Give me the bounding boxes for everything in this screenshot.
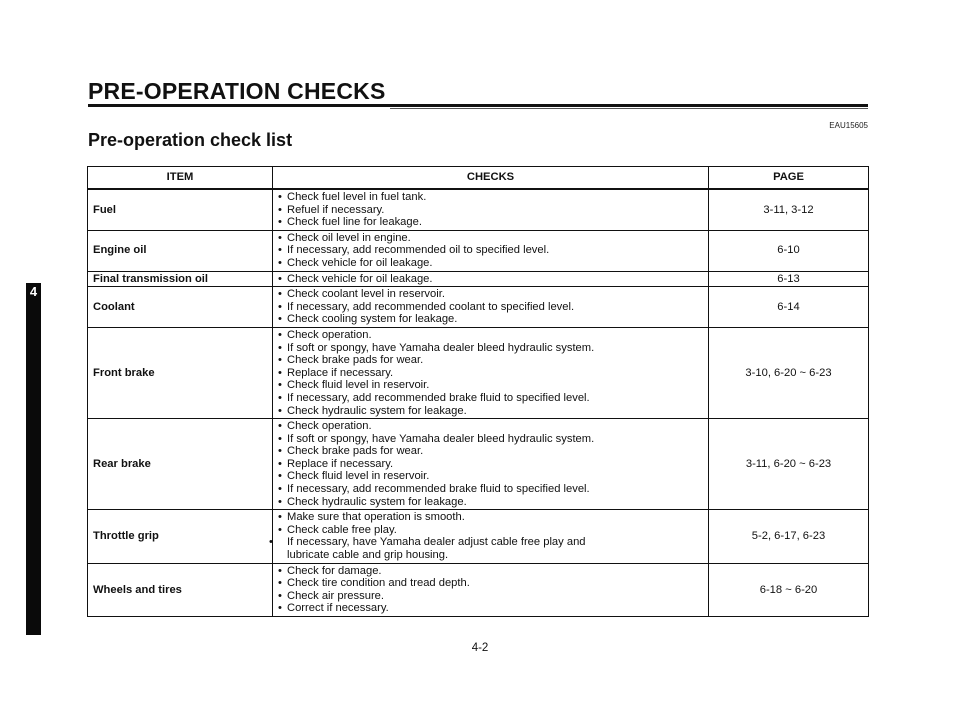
item-cell: Wheels and tires <box>88 563 273 616</box>
item-cell: Throttle grip <box>88 510 273 563</box>
table-body <box>88 189 869 617</box>
table-row <box>88 287 869 328</box>
check-item <box>278 458 703 471</box>
title-rule <box>88 104 868 107</box>
checks-cell <box>269 510 709 563</box>
checks-cell <box>273 563 709 616</box>
check-text: Replace if necessary. <box>287 457 394 470</box>
check-item <box>278 496 703 509</box>
check-text: Check brake pads for wear. <box>287 445 424 458</box>
check-text: Check coolant level in reservoir. <box>287 288 445 301</box>
check-text: Check air pressure. <box>287 589 384 602</box>
item-cell: Fuel <box>88 189 273 230</box>
check-item <box>269 536 607 562</box>
table-header-row <box>88 167 869 190</box>
item-cell: Front brake <box>88 327 273 418</box>
check-text: Check for damage. <box>287 564 382 577</box>
check-text: If necessary, add recommended brake fluid to specified level. <box>287 483 590 496</box>
bullet-icon: • <box>278 404 282 417</box>
bullet-icon: • <box>278 191 282 203</box>
item-cell: Engine oil <box>88 230 273 271</box>
bullet-icon: • <box>278 366 282 379</box>
page-cell: 5-2, 6-17, 6-23 <box>709 510 869 563</box>
page-cell: 3-10, 6-20 ~ 6-23 <box>709 327 869 418</box>
page-cell: 3-11, 6-20 ~ 6-23 <box>709 419 869 510</box>
bullet-icon: • <box>278 256 282 269</box>
bullet-icon: • <box>278 244 282 257</box>
check-item <box>278 216 703 229</box>
check-item <box>278 433 703 446</box>
check-item <box>278 511 703 524</box>
check-text: If necessary, add recommended coolant to specified level. <box>287 300 575 313</box>
bullet-icon: • <box>278 272 282 285</box>
checks-cell <box>273 419 709 510</box>
column-header-checks: CHECKS <box>273 167 709 190</box>
checks-cell <box>273 287 709 328</box>
bullet-icon: • <box>278 391 282 404</box>
check-text: If necessary, add recommended brake fluid to specified level. <box>287 391 590 404</box>
bullet-icon: • <box>278 379 282 392</box>
chapter-tab <box>26 283 41 635</box>
check-text: Replace if necessary. <box>287 366 394 379</box>
check-item <box>278 301 703 314</box>
check-text: If necessary, have Yamaha dealer adjust cable free play and lubricate cable and grip housing. <box>287 536 586 562</box>
check-text: If soft or spongy, have Yamaha dealer bleed hydraulic system. <box>287 341 595 354</box>
check-text: If soft or spongy, have Yamaha dealer bleed hydraulic system. <box>287 432 595 445</box>
bullet-icon: • <box>278 420 282 433</box>
check-text: Check fluid level in reservoir. <box>287 379 430 392</box>
check-item <box>278 367 703 380</box>
check-text: Make sure that operation is smooth. <box>287 511 465 524</box>
check-item <box>278 470 703 483</box>
bullet-icon: • <box>278 231 282 244</box>
bullet-icon: • <box>278 328 282 341</box>
check-item <box>278 565 703 578</box>
checks-cell <box>273 230 709 271</box>
check-text: Check hydraulic system for leakage. <box>287 495 467 508</box>
check-text: Check tire condition and tread depth. <box>287 577 470 590</box>
document-code: EAU15605 <box>829 121 868 130</box>
check-item <box>278 420 703 433</box>
check-item <box>278 590 703 603</box>
item-cell: Coolant <box>88 287 273 328</box>
bullet-icon: • <box>278 483 282 496</box>
bullet-icon: • <box>278 457 282 470</box>
page-number: 4-2 <box>471 642 489 654</box>
check-text: Check fuel level in fuel tank. <box>287 191 427 203</box>
checks-cell <box>273 327 709 418</box>
checks-cell <box>273 189 709 230</box>
check-item <box>278 483 703 496</box>
check-text: Check operation. <box>287 328 372 341</box>
bullet-icon: • <box>278 203 282 216</box>
sub-title: Pre-operation check list <box>88 130 293 150</box>
check-item <box>278 329 703 342</box>
check-item <box>278 288 703 301</box>
check-item <box>278 204 703 217</box>
bullet-icon: • <box>278 602 282 615</box>
page-cell: 6-13 <box>709 271 869 287</box>
check-text: Check vehicle for oil leakage. <box>287 272 433 285</box>
section-title: PRE-OPERATION CHECKS <box>88 78 386 104</box>
checks-cell <box>273 271 709 287</box>
check-item <box>278 313 703 326</box>
check-text: Check operation. <box>287 420 372 433</box>
bullet-icon: • <box>278 577 282 590</box>
bullet-icon: • <box>278 432 282 445</box>
item-cell: Final transmission oil <box>88 271 273 287</box>
table-row <box>88 510 869 563</box>
bullet-icon: • <box>278 288 282 301</box>
item-cell: Rear brake <box>88 419 273 510</box>
check-item <box>278 524 703 537</box>
bullet-icon: • <box>278 313 282 326</box>
chapter-number: 4 <box>29 284 38 299</box>
table-row <box>88 189 869 230</box>
check-text: Check cable free play. <box>287 523 397 536</box>
check-item <box>278 379 703 392</box>
check-text: Check oil level in engine. <box>287 231 411 244</box>
page-cell: 6-10 <box>709 230 869 271</box>
column-header-page: PAGE <box>709 167 869 190</box>
bullet-icon: • <box>278 470 282 483</box>
check-table <box>87 166 869 617</box>
check-item <box>278 273 703 286</box>
check-item <box>278 577 703 590</box>
check-item <box>278 232 703 245</box>
table-row <box>88 327 869 418</box>
bullet-icon: • <box>278 495 282 508</box>
check-text: Check fluid level in reservoir. <box>287 470 430 483</box>
check-item <box>278 354 703 367</box>
page-cell: 6-14 <box>709 287 869 328</box>
check-item <box>278 191 703 204</box>
check-item <box>278 257 703 270</box>
check-item <box>278 342 703 355</box>
title-rule-thin <box>390 108 868 109</box>
table-row <box>88 419 869 510</box>
bullet-icon: • <box>278 564 282 577</box>
check-item <box>278 602 703 615</box>
bullet-icon: • <box>278 589 282 602</box>
check-item <box>278 445 703 458</box>
table-row <box>88 230 869 271</box>
table-row <box>88 271 869 287</box>
page-cell: 6-18 ~ 6-20 <box>709 563 869 616</box>
table-row <box>88 563 869 616</box>
check-item <box>278 392 703 405</box>
check-item <box>278 244 703 257</box>
bullet-icon: • <box>278 216 282 229</box>
check-text: Check brake pads for wear. <box>287 354 424 367</box>
check-text: Check vehicle for oil leakage. <box>287 256 433 269</box>
check-text: Correct if necessary. <box>287 602 389 615</box>
bullet-icon: • <box>278 511 282 524</box>
check-text: If necessary, add recommended oil to specified level. <box>287 244 550 257</box>
bullet-icon: • <box>278 341 282 354</box>
page-cell: 3-11, 3-12 <box>709 189 869 230</box>
bullet-icon: • <box>278 354 282 367</box>
bullet-icon: • <box>269 536 273 549</box>
check-text: Check hydraulic system for leakage. <box>287 404 467 417</box>
bullet-icon: • <box>278 523 282 536</box>
column-header-item: ITEM <box>88 167 273 190</box>
check-item <box>278 405 703 418</box>
check-text: Refuel if necessary. <box>287 203 385 216</box>
bullet-icon: • <box>278 445 282 458</box>
check-text: Check fuel line for leakage. <box>287 216 422 229</box>
check-text: Check cooling system for leakage. <box>287 313 458 326</box>
bullet-icon: • <box>278 300 282 313</box>
